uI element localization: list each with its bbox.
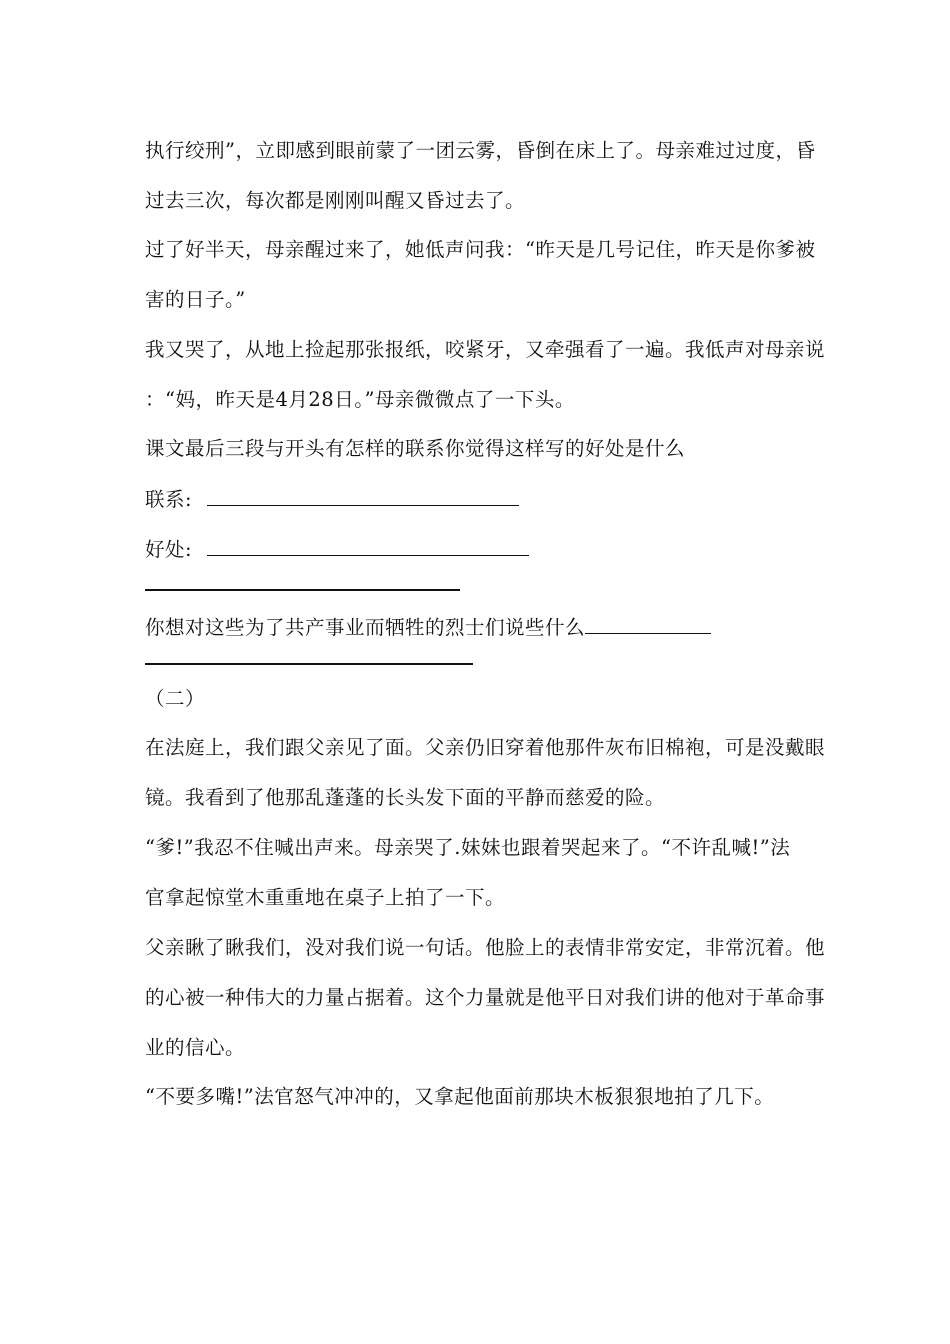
question-1: 课文最后三段与开头有怎样的联系你觉得这样写的好处是什么 xyxy=(145,437,686,460)
passage-line: 过去三次，每次都是刚刚叫醒又昏过去了。 xyxy=(145,189,526,212)
link-label: 联系: xyxy=(145,488,193,511)
passage-line: 执行绞刑”，立即感到眼前蒙了一团云雾，昏倒在床上了。母亲难过过度，昏 xyxy=(145,139,816,162)
link-answer-blank[interactable] xyxy=(207,487,519,506)
passage-line: ：“妈，昨天是4月28日。”母亲微微点了一下头。 xyxy=(145,388,575,411)
passage-line: “爹!”我忍不住喊出声来。母亲哭了.妹妹也跟着哭起来了。“不许乱喊!”法 xyxy=(145,836,791,859)
benefit-answer-row xyxy=(145,537,529,562)
question-2: 你想对这些为了共产事业而牺牲的烈士们说些什么 xyxy=(145,616,586,639)
passage-line: “不要多嘴!”法官怒气冲冲的，又拿起他面前那块木板狠狠地拍了几下。 xyxy=(145,1085,775,1108)
section-heading: （二） xyxy=(145,687,206,710)
passage-line: 镜。我看到了他那乱蓬蓬的长头发下面的平静而慈爱的险。 xyxy=(145,786,666,809)
benefit-answer-blank[interactable] xyxy=(207,537,529,556)
passage-line: 的心被一种伟大的力量占据着。这个力量就是他平日对我们讲的他对于革命事 xyxy=(145,986,826,1009)
answer-line[interactable] xyxy=(145,663,473,665)
question-2-row xyxy=(145,615,711,640)
question-2-blank[interactable] xyxy=(585,615,711,634)
answer-line[interactable] xyxy=(145,589,460,591)
passage-line: 父亲瞅了瞅我们，没对我们说一句话。他脸上的表情非常安定，非常沉着。他 xyxy=(145,936,826,959)
passage-line: 我又哭了，从地上捡起那张报纸，咬紧牙，又牵强看了一遍。我低声对母亲说 xyxy=(145,338,826,361)
passage-line: 过了好半天，母亲醒过来了，她低声问我：“昨天是几号记住，昨天是你爹被 xyxy=(145,238,816,261)
passage-line: 害的日子。” xyxy=(145,288,246,311)
passage-line: 官拿起惊堂木重重地在桌子上拍了一下。 xyxy=(145,886,506,909)
passage-line: 业的信心。 xyxy=(145,1036,246,1059)
benefit-label: 好处: xyxy=(145,538,193,561)
link-answer-row xyxy=(145,487,519,512)
passage-line: 在法庭上，我们跟父亲见了面。父亲仍旧穿着他那件灰布旧棉袍，可是没戴眼 xyxy=(145,736,826,759)
